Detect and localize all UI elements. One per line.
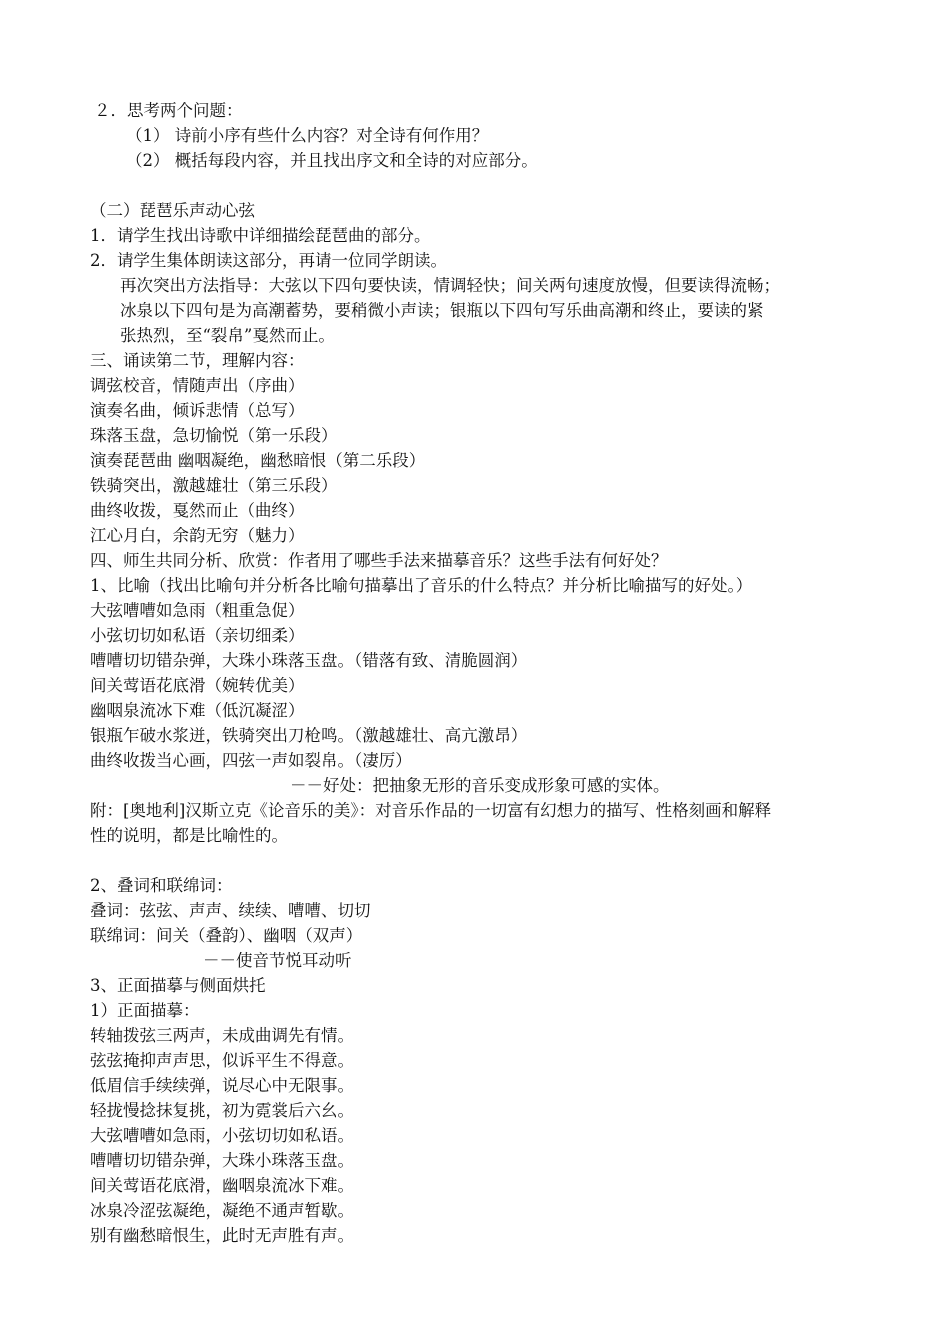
poem-line: 间关莺语花底滑，幽咽泉流冰下难。 xyxy=(90,1176,354,1195)
section-heading: 三、诵读第二节，理解内容： xyxy=(90,351,305,370)
text-line: 幽咽泉流冰下难（低沉凝涩） xyxy=(90,701,305,720)
text-line: 银瓶乍破水浆迸，铁骑突出刀枪鸣。（激越雄壮、高亢激昂） xyxy=(90,726,528,745)
poem-line: 低眉信手续续弹，说尽心中无限事。 xyxy=(90,1076,354,1095)
text-line: 珠落玉盘，急切愉悦（第一乐段） xyxy=(90,426,338,445)
text-line: 江心月白，余韵无穷（魅力） xyxy=(90,526,305,545)
text-line: 大弦嘈嘈如急雨（粗重急促） xyxy=(90,601,305,620)
poem-line: 冰泉冷涩弦凝绝，凝绝不通声暂歇。 xyxy=(90,1201,354,1220)
text-line: 曲终收拨，戛然而止（曲终） xyxy=(90,501,305,520)
poem-line: 大弦嘈嘈如急雨，小弦切切如私语。 xyxy=(90,1126,354,1145)
text-line: 1）正面描摹： xyxy=(90,1001,200,1020)
text-line: －－好处：把抽象无形的音乐变成形象可感的实体。 xyxy=(290,776,670,795)
text-line: 再次突出方法指导：大弦以下四句要快读，情调轻快；间关两句速度放慢，但要读得流畅； xyxy=(120,276,780,295)
text-line: 联绵词：间关（叠韵）、幽咽（双声） xyxy=(90,926,363,945)
text-line: 嘈嘈切切错杂弹，大珠小珠落玉盘。（错落有致、清脆圆润） xyxy=(90,651,528,670)
text-line: （1） 诗前小序有些什么内容？对全诗有何作用？ xyxy=(126,126,489,145)
section-heading: 3、正面描摹与侧面烘托 xyxy=(90,976,266,995)
text-line: 叠词：弦弦、声声、续续、嘈嘈、切切 xyxy=(90,901,371,920)
text-line: 铁骑突出，激越雄壮（第三乐段） xyxy=(90,476,338,495)
text-line: －－使音节悦耳动听 xyxy=(203,951,352,970)
text-line: ２．思考两个问题： xyxy=(94,101,243,120)
section-heading: （二）琵琶乐声动心弦 xyxy=(90,201,255,220)
poem-line: 弦弦掩抑声声思，似诉平生不得意。 xyxy=(90,1051,354,1070)
text-line: 1．请学生找出诗歌中详细描绘琵琶曲的部分。 xyxy=(90,226,431,245)
text-line: 小弦切切如私语（亲切细柔） xyxy=(90,626,305,645)
text-line: 间关莺语花底滑（婉转优美） xyxy=(90,676,305,695)
text-line: 演奏名曲，倾诉悲情（总写） xyxy=(90,401,305,420)
text-line: 性的说明，都是比喻性的。 xyxy=(90,826,288,845)
poem-line: 嘈嘈切切错杂弹，大珠小珠落玉盘。 xyxy=(90,1151,354,1170)
poem-line: 轻拢慢捻抹复挑，初为霓裳后六幺。 xyxy=(90,1101,354,1120)
text-line: （2） 概括每段内容，并且找出序文和全诗的对应部分。 xyxy=(126,151,538,170)
text-line: 附：[奥地利]汉斯立克《论音乐的美》：对音乐作品的一切富有幻想力的描写、性格刻画和解释 xyxy=(90,801,772,820)
text-line: 曲终收拨当心画，四弦一声如裂帛。（凄厉） xyxy=(90,751,412,770)
poem-line: 别有幽愁暗恨生，此时无声胜有声。 xyxy=(90,1226,354,1245)
text-line: 调弦校音，情随声出（序曲） xyxy=(90,376,305,395)
text-line: 演奏琵琶曲 幽咽凝绝，幽愁暗恨（第二乐段） xyxy=(90,451,426,470)
section-heading: 四、师生共同分析、欣赏：作者用了哪些手法来描摹音乐？这些手法有何好处？ xyxy=(90,551,668,570)
text-line: 张热烈，至“裂帛”戛然而止。 xyxy=(120,326,335,345)
text-line: 1、比喻（找出比喻句并分析各比喻句描摹出了音乐的什么特点？并分析比喻描写的好处。） xyxy=(90,576,753,595)
section-heading: 2、叠词和联绵词： xyxy=(90,876,233,895)
text-line: 2．请学生集体朗读这部分，再请一位同学朗读。 xyxy=(90,251,447,270)
poem-line: 转轴拨弦三两声，未成曲调先有情。 xyxy=(90,1026,354,1045)
text-line: 冰泉以下四句是为高潮蓄势，要稍微小声读；银瓶以下四句写乐曲高潮和终止，要读的紧 xyxy=(120,301,764,320)
